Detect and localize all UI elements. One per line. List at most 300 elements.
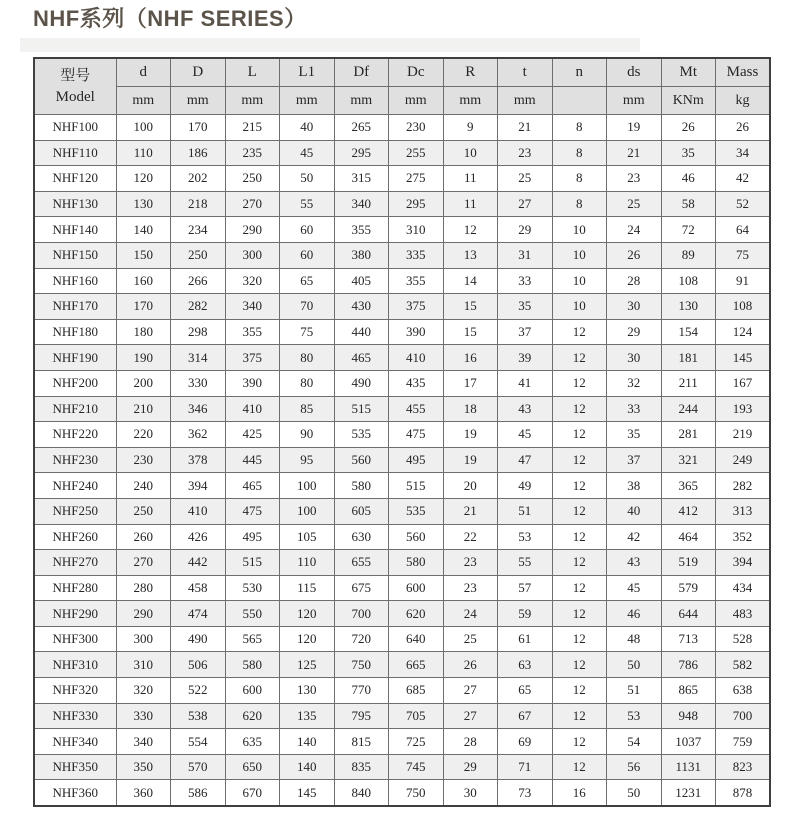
- value-cell-D: 586: [171, 780, 226, 806]
- value-cell-t: 61: [498, 626, 553, 652]
- value-cell-Dc: 255: [389, 140, 444, 166]
- value-cell-Mt: 26: [661, 115, 716, 141]
- table-row: [34, 498, 770, 524]
- value-cell-Mass: 582: [716, 652, 771, 678]
- value-cell-Df: 515: [334, 396, 389, 422]
- value-cell-D: 362: [171, 422, 226, 448]
- value-cell-Dc: 665: [389, 652, 444, 678]
- value-cell-d: 320: [116, 678, 171, 704]
- value-cell-Mass: 219: [716, 422, 771, 448]
- value-cell-d: 250: [116, 498, 171, 524]
- model-cell: NHF270: [34, 550, 116, 576]
- value-cell-Mass: 75: [716, 242, 771, 268]
- table-row: [34, 166, 770, 192]
- model-cell: NHF140: [34, 217, 116, 243]
- value-cell-L1: 110: [280, 550, 335, 576]
- value-cell-R: 24: [443, 601, 498, 627]
- value-cell-L: 670: [225, 780, 280, 806]
- value-cell-n: 12: [552, 319, 607, 345]
- value-cell-Df: 795: [334, 703, 389, 729]
- value-cell-Mt: 519: [661, 550, 716, 576]
- value-cell-L1: 120: [280, 601, 335, 627]
- value-cell-ds: 48: [607, 626, 662, 652]
- value-cell-ds: 42: [607, 524, 662, 550]
- value-cell-Mass: 108: [716, 294, 771, 320]
- value-cell-Df: 815: [334, 729, 389, 755]
- value-cell-D: 346: [171, 396, 226, 422]
- table-row: [34, 447, 770, 473]
- value-cell-ds: 25: [607, 191, 662, 217]
- header-unit-row: [34, 87, 770, 115]
- value-cell-t: 39: [498, 345, 553, 371]
- value-cell-Mass: 700: [716, 703, 771, 729]
- model-cell: NHF170: [34, 294, 116, 320]
- value-cell-Mt: 108: [661, 268, 716, 294]
- value-cell-L: 445: [225, 447, 280, 473]
- value-cell-Df: 440: [334, 319, 389, 345]
- value-cell-Df: 535: [334, 422, 389, 448]
- value-cell-Mt: 412: [661, 498, 716, 524]
- value-cell-Df: 490: [334, 370, 389, 396]
- col-header-unit-Dc: mm: [389, 87, 444, 115]
- value-cell-t: 65: [498, 678, 553, 704]
- value-cell-d: 270: [116, 550, 171, 576]
- model-cell: NHF330: [34, 703, 116, 729]
- value-cell-R: 29: [443, 754, 498, 780]
- value-cell-t: 23: [498, 140, 553, 166]
- value-cell-n: 12: [552, 729, 607, 755]
- value-cell-Dc: 535: [389, 498, 444, 524]
- value-cell-ds: 51: [607, 678, 662, 704]
- value-cell-R: 30: [443, 780, 498, 806]
- value-cell-Df: 750: [334, 652, 389, 678]
- value-cell-n: 12: [552, 678, 607, 704]
- value-cell-Dc: 600: [389, 575, 444, 601]
- value-cell-Mt: 211: [661, 370, 716, 396]
- nhf-series-table: [33, 57, 771, 807]
- value-cell-L1: 45: [280, 140, 335, 166]
- value-cell-Dc: 495: [389, 447, 444, 473]
- value-cell-n: 10: [552, 268, 607, 294]
- value-cell-Mass: 193: [716, 396, 771, 422]
- value-cell-Dc: 275: [389, 166, 444, 192]
- value-cell-n: 16: [552, 780, 607, 806]
- value-cell-t: 71: [498, 754, 553, 780]
- value-cell-D: 394: [171, 473, 226, 499]
- col-header-symbol-n: n: [552, 58, 607, 87]
- col-header-unit-L1: mm: [280, 87, 335, 115]
- value-cell-Mass: 42: [716, 166, 771, 192]
- model-cell: NHF230: [34, 447, 116, 473]
- value-cell-d: 180: [116, 319, 171, 345]
- value-cell-Mass: 91: [716, 268, 771, 294]
- value-cell-D: 250: [171, 242, 226, 268]
- value-cell-Dc: 335: [389, 242, 444, 268]
- value-cell-D: 474: [171, 601, 226, 627]
- value-cell-L1: 75: [280, 319, 335, 345]
- value-cell-R: 22: [443, 524, 498, 550]
- value-cell-ds: 53: [607, 703, 662, 729]
- col-header-symbol-Dc: Dc: [389, 58, 444, 87]
- value-cell-Mt: 321: [661, 447, 716, 473]
- value-cell-L1: 95: [280, 447, 335, 473]
- value-cell-t: 49: [498, 473, 553, 499]
- value-cell-D: 378: [171, 447, 226, 473]
- value-cell-t: 69: [498, 729, 553, 755]
- value-cell-Mass: 394: [716, 550, 771, 576]
- value-cell-ds: 56: [607, 754, 662, 780]
- value-cell-R: 19: [443, 422, 498, 448]
- value-cell-d: 360: [116, 780, 171, 806]
- value-cell-L: 390: [225, 370, 280, 396]
- model-cell: NHF290: [34, 601, 116, 627]
- value-cell-d: 140: [116, 217, 171, 243]
- value-cell-Mt: 365: [661, 473, 716, 499]
- table-row: [34, 242, 770, 268]
- value-cell-Mt: 58: [661, 191, 716, 217]
- value-cell-Mt: 244: [661, 396, 716, 422]
- value-cell-n: 8: [552, 140, 607, 166]
- value-cell-t: 25: [498, 166, 553, 192]
- value-cell-Mt: 154: [661, 319, 716, 345]
- value-cell-d: 340: [116, 729, 171, 755]
- value-cell-R: 15: [443, 294, 498, 320]
- value-cell-Df: 605: [334, 498, 389, 524]
- value-cell-Mass: 528: [716, 626, 771, 652]
- value-cell-L1: 65: [280, 268, 335, 294]
- value-cell-ds: 50: [607, 652, 662, 678]
- value-cell-Mass: 759: [716, 729, 771, 755]
- scan-shadow-band: [20, 38, 640, 52]
- value-cell-D: 186: [171, 140, 226, 166]
- value-cell-Mass: 483: [716, 601, 771, 627]
- value-cell-t: 21: [498, 115, 553, 141]
- value-cell-t: 55: [498, 550, 553, 576]
- value-cell-n: 12: [552, 498, 607, 524]
- value-cell-ds: 46: [607, 601, 662, 627]
- model-cell: NHF150: [34, 242, 116, 268]
- model-cell: NHF110: [34, 140, 116, 166]
- value-cell-n: 8: [552, 166, 607, 192]
- value-cell-L: 515: [225, 550, 280, 576]
- value-cell-R: 13: [443, 242, 498, 268]
- value-cell-Df: 380: [334, 242, 389, 268]
- value-cell-Df: 340: [334, 191, 389, 217]
- value-cell-D: 202: [171, 166, 226, 192]
- value-cell-D: 314: [171, 345, 226, 371]
- value-cell-Df: 355: [334, 217, 389, 243]
- col-header-symbol-t: t: [498, 58, 553, 87]
- value-cell-ds: 30: [607, 345, 662, 371]
- value-cell-Mass: 34: [716, 140, 771, 166]
- value-cell-Mass: 26: [716, 115, 771, 141]
- col-header-symbol-Df: Df: [334, 58, 389, 87]
- value-cell-R: 14: [443, 268, 498, 294]
- value-cell-R: 18: [443, 396, 498, 422]
- value-cell-L: 620: [225, 703, 280, 729]
- value-cell-ds: 23: [607, 166, 662, 192]
- col-header-unit-t: mm: [498, 87, 553, 115]
- value-cell-t: 45: [498, 422, 553, 448]
- value-cell-t: 37: [498, 319, 553, 345]
- model-cell: NHF120: [34, 166, 116, 192]
- value-cell-n: 12: [552, 473, 607, 499]
- value-cell-Mass: 878: [716, 780, 771, 806]
- value-cell-t: 51: [498, 498, 553, 524]
- table-row: [34, 140, 770, 166]
- table-body: [34, 115, 770, 807]
- value-cell-L1: 80: [280, 370, 335, 396]
- value-cell-Mt: 464: [661, 524, 716, 550]
- value-cell-R: 23: [443, 550, 498, 576]
- value-cell-n: 12: [552, 447, 607, 473]
- value-cell-Mass: 145: [716, 345, 771, 371]
- value-cell-R: 23: [443, 575, 498, 601]
- value-cell-d: 100: [116, 115, 171, 141]
- col-header-unit-R: mm: [443, 87, 498, 115]
- col-header-symbol-R: R: [443, 58, 498, 87]
- value-cell-n: 10: [552, 242, 607, 268]
- value-cell-R: 26: [443, 652, 498, 678]
- value-cell-Mass: 249: [716, 447, 771, 473]
- table-row: [34, 115, 770, 141]
- value-cell-R: 19: [443, 447, 498, 473]
- value-cell-R: 25: [443, 626, 498, 652]
- value-cell-n: 12: [552, 345, 607, 371]
- table-row: [34, 780, 770, 806]
- value-cell-R: 11: [443, 166, 498, 192]
- value-cell-Dc: 390: [389, 319, 444, 345]
- value-cell-Dc: 745: [389, 754, 444, 780]
- table-row: [34, 345, 770, 371]
- value-cell-ds: 29: [607, 319, 662, 345]
- col-header-symbol-Mt: Mt: [661, 58, 716, 87]
- table-row: [34, 575, 770, 601]
- value-cell-L: 465: [225, 473, 280, 499]
- model-cell: NHF280: [34, 575, 116, 601]
- value-cell-L: 300: [225, 242, 280, 268]
- value-cell-L1: 90: [280, 422, 335, 448]
- value-cell-L1: 125: [280, 652, 335, 678]
- value-cell-L: 550: [225, 601, 280, 627]
- value-cell-L: 600: [225, 678, 280, 704]
- value-cell-Dc: 295: [389, 191, 444, 217]
- value-cell-Mass: 352: [716, 524, 771, 550]
- value-cell-Df: 700: [334, 601, 389, 627]
- value-cell-Df: 630: [334, 524, 389, 550]
- model-cell: NHF180: [34, 319, 116, 345]
- value-cell-t: 57: [498, 575, 553, 601]
- value-cell-D: 234: [171, 217, 226, 243]
- value-cell-D: 266: [171, 268, 226, 294]
- value-cell-d: 120: [116, 166, 171, 192]
- value-cell-n: 12: [552, 626, 607, 652]
- value-cell-L1: 60: [280, 217, 335, 243]
- table-row: [34, 678, 770, 704]
- value-cell-Mt: 786: [661, 652, 716, 678]
- model-cell: NHF250: [34, 498, 116, 524]
- table-row: [34, 652, 770, 678]
- value-cell-t: 59: [498, 601, 553, 627]
- value-cell-Df: 720: [334, 626, 389, 652]
- value-cell-d: 240: [116, 473, 171, 499]
- value-cell-Mass: 313: [716, 498, 771, 524]
- value-cell-ds: 19: [607, 115, 662, 141]
- value-cell-ds: 54: [607, 729, 662, 755]
- model-cell: NHF130: [34, 191, 116, 217]
- value-cell-L1: 140: [280, 729, 335, 755]
- col-header-symbol-L1: L1: [280, 58, 335, 87]
- col-header-unit-d: mm: [116, 87, 171, 115]
- value-cell-t: 33: [498, 268, 553, 294]
- value-cell-R: 10: [443, 140, 498, 166]
- value-cell-t: 29: [498, 217, 553, 243]
- value-cell-n: 12: [552, 550, 607, 576]
- value-cell-t: 27: [498, 191, 553, 217]
- value-cell-R: 15: [443, 319, 498, 345]
- value-cell-Dc: 640: [389, 626, 444, 652]
- table-row: [34, 550, 770, 576]
- value-cell-Mt: 1131: [661, 754, 716, 780]
- value-cell-n: 8: [552, 191, 607, 217]
- value-cell-n: 10: [552, 294, 607, 320]
- table-row: [34, 524, 770, 550]
- value-cell-Df: 560: [334, 447, 389, 473]
- value-cell-L: 580: [225, 652, 280, 678]
- value-cell-Mt: 35: [661, 140, 716, 166]
- model-cell: NHF300: [34, 626, 116, 652]
- table-row: [34, 191, 770, 217]
- value-cell-Mass: 52: [716, 191, 771, 217]
- col-header-unit-Mt: KNm: [661, 87, 716, 115]
- value-cell-Mt: 713: [661, 626, 716, 652]
- value-cell-d: 260: [116, 524, 171, 550]
- value-cell-D: 538: [171, 703, 226, 729]
- value-cell-L: 425: [225, 422, 280, 448]
- table-row: [34, 370, 770, 396]
- value-cell-n: 12: [552, 396, 607, 422]
- value-cell-Df: 770: [334, 678, 389, 704]
- value-cell-Dc: 355: [389, 268, 444, 294]
- value-cell-L: 355: [225, 319, 280, 345]
- value-cell-ds: 30: [607, 294, 662, 320]
- value-cell-n: 12: [552, 703, 607, 729]
- model-cell: NHF210: [34, 396, 116, 422]
- value-cell-L1: 100: [280, 473, 335, 499]
- table-row: [34, 754, 770, 780]
- value-cell-R: 21: [443, 498, 498, 524]
- value-cell-R: 9: [443, 115, 498, 141]
- value-cell-Dc: 725: [389, 729, 444, 755]
- value-cell-d: 280: [116, 575, 171, 601]
- value-cell-L: 375: [225, 345, 280, 371]
- value-cell-R: 20: [443, 473, 498, 499]
- value-cell-L1: 85: [280, 396, 335, 422]
- value-cell-d: 210: [116, 396, 171, 422]
- value-cell-Df: 265: [334, 115, 389, 141]
- value-cell-d: 170: [116, 294, 171, 320]
- value-cell-ds: 43: [607, 550, 662, 576]
- value-cell-Dc: 685: [389, 678, 444, 704]
- value-cell-ds: 26: [607, 242, 662, 268]
- value-cell-R: 17: [443, 370, 498, 396]
- value-cell-Mt: 46: [661, 166, 716, 192]
- value-cell-Mt: 579: [661, 575, 716, 601]
- value-cell-ds: 28: [607, 268, 662, 294]
- col-header-unit-L: mm: [225, 87, 280, 115]
- table-row: [34, 601, 770, 627]
- value-cell-L: 320: [225, 268, 280, 294]
- value-cell-L1: 115: [280, 575, 335, 601]
- value-cell-Mass: 638: [716, 678, 771, 704]
- value-cell-L1: 50: [280, 166, 335, 192]
- value-cell-Mt: 948: [661, 703, 716, 729]
- value-cell-Mt: 181: [661, 345, 716, 371]
- value-cell-L1: 130: [280, 678, 335, 704]
- value-cell-D: 554: [171, 729, 226, 755]
- value-cell-R: 11: [443, 191, 498, 217]
- value-cell-D: 282: [171, 294, 226, 320]
- value-cell-L1: 60: [280, 242, 335, 268]
- value-cell-t: 63: [498, 652, 553, 678]
- value-cell-Mass: 282: [716, 473, 771, 499]
- value-cell-d: 200: [116, 370, 171, 396]
- value-cell-L: 635: [225, 729, 280, 755]
- value-cell-R: 28: [443, 729, 498, 755]
- value-cell-L: 495: [225, 524, 280, 550]
- value-cell-t: 41: [498, 370, 553, 396]
- value-cell-L: 340: [225, 294, 280, 320]
- value-cell-n: 12: [552, 370, 607, 396]
- value-cell-ds: 50: [607, 780, 662, 806]
- model-cell: NHF200: [34, 370, 116, 396]
- value-cell-d: 110: [116, 140, 171, 166]
- value-cell-D: 298: [171, 319, 226, 345]
- model-column-header: [34, 58, 116, 115]
- table-row: [34, 473, 770, 499]
- value-cell-n: 12: [552, 601, 607, 627]
- value-cell-d: 230: [116, 447, 171, 473]
- value-cell-Dc: 435: [389, 370, 444, 396]
- model-header-cn: 型号: [60, 68, 91, 85]
- table-row: [34, 217, 770, 243]
- table-row: [34, 729, 770, 755]
- value-cell-Mt: 1037: [661, 729, 716, 755]
- model-cell: NHF340: [34, 729, 116, 755]
- value-cell-D: 170: [171, 115, 226, 141]
- value-cell-t: 31: [498, 242, 553, 268]
- value-cell-Df: 465: [334, 345, 389, 371]
- value-cell-Df: 655: [334, 550, 389, 576]
- model-cell: NHF260: [34, 524, 116, 550]
- col-header-unit-ds: mm: [607, 87, 662, 115]
- value-cell-d: 150: [116, 242, 171, 268]
- value-cell-Mass: 823: [716, 754, 771, 780]
- table-row: [34, 396, 770, 422]
- value-cell-R: 27: [443, 678, 498, 704]
- value-cell-Mt: 89: [661, 242, 716, 268]
- table-row: [34, 294, 770, 320]
- value-cell-D: 458: [171, 575, 226, 601]
- col-header-symbol-ds: ds: [607, 58, 662, 87]
- value-cell-d: 220: [116, 422, 171, 448]
- value-cell-L1: 70: [280, 294, 335, 320]
- page-title: NHF系列（NHF SERIES）: [33, 6, 307, 31]
- value-cell-Dc: 620: [389, 601, 444, 627]
- value-cell-n: 12: [552, 575, 607, 601]
- value-cell-d: 310: [116, 652, 171, 678]
- value-cell-ds: 24: [607, 217, 662, 243]
